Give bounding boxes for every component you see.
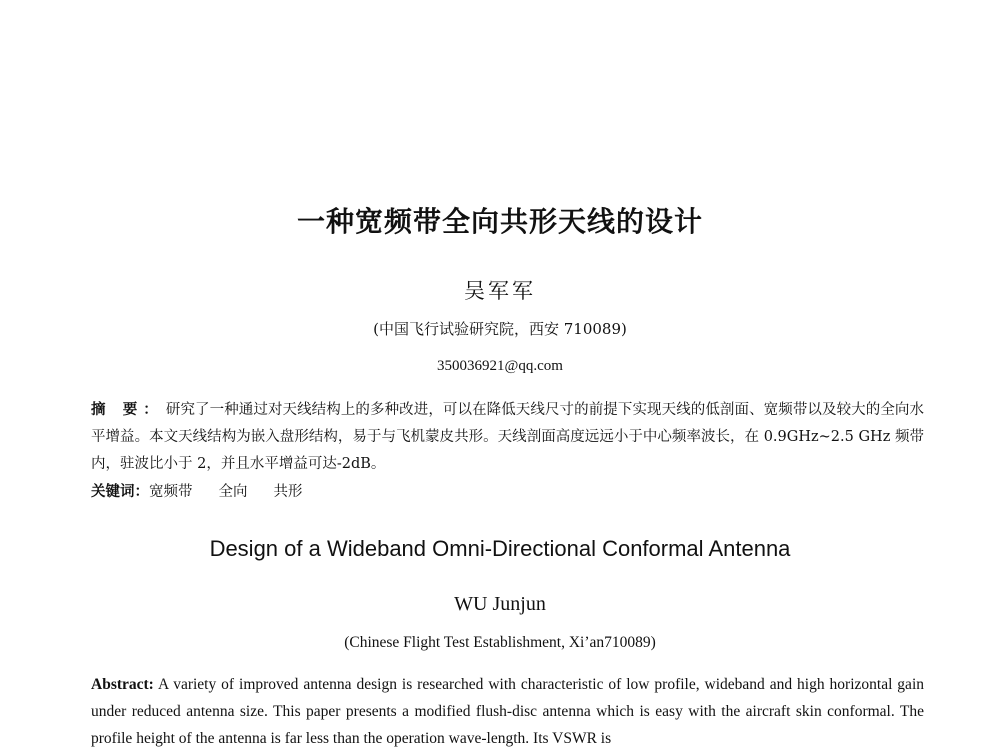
english-affiliation: (Chinese Flight Test Establishment, Xi’an710089)	[344, 634, 656, 651]
keyword-item: 全向	[218, 484, 248, 500]
chinese-author: 吴军军	[464, 279, 536, 303]
keyword-item: 共形	[273, 484, 303, 500]
chinese-abstract-text: 研究了一种通过对天线结构上的多种改进，可以在降低天线尺寸的前提下实现天线的低剖面、宽频带以及较大的全向水平增益。本文天线结构为嵌入盘形结构，易于与飞机蒙皮共形。天线剖面高度远远小于中心频率波长，在 0.9GHz~2.5 GHz 频带内，驻波比小于 2，并且水平增益可达-2dB。	[91, 402, 924, 472]
chinese-abstract	[91, 396, 924, 478]
keyword-item: 宽频带	[149, 484, 193, 500]
chinese-abstract-label: 摘 要：	[91, 401, 164, 418]
author-email: 350036921@qq.com	[437, 358, 563, 374]
chinese-title: 一种宽频带全向共形天线的设计	[296, 205, 703, 238]
chinese-affiliation: (中国飞行试验研究院，西安 710089)	[373, 320, 627, 338]
english-author: WU Junjun	[454, 593, 546, 615]
chinese-keywords	[91, 478, 329, 506]
chinese-keywords-label: 关键词：	[91, 483, 149, 500]
english-abstract-label: Abstract:	[91, 676, 154, 693]
english-abstract-text: A variety of improved antenna design is researched with characteristic of low profile, wideband and high horizontal gain under reduced antenna size. This paper presents a modified flush-disc antenna which is easy with the aircraft skin conformal. The profile height of the antenna is far less than the operation wave-length. Its VSWR is	[91, 676, 924, 747]
english-abstract	[91, 671, 924, 752]
english-title: Design of a Wideband Omni-Directional Conformal Antenna	[209, 536, 791, 561]
